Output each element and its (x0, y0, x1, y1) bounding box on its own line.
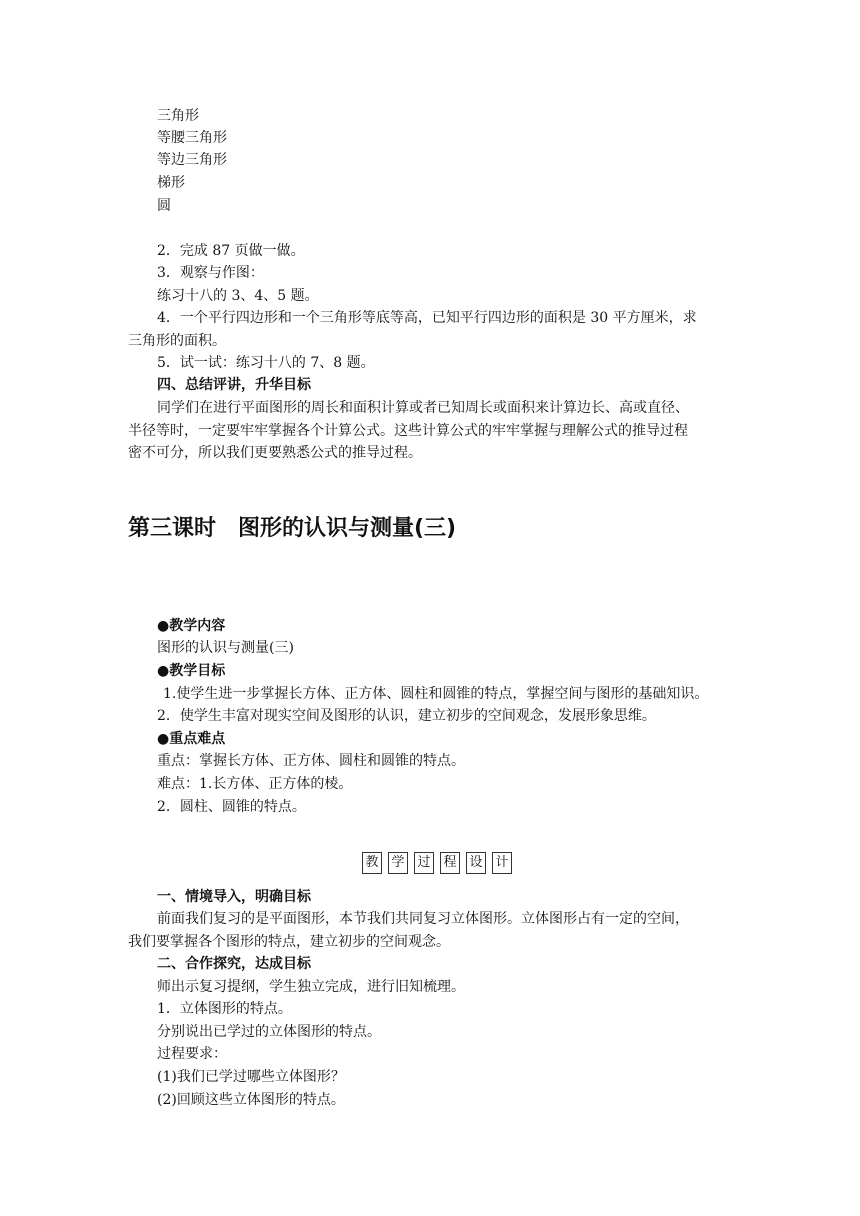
design-char: 学 (388, 852, 408, 874)
exercise-4-line1: 4．一个平行四边形和一个三角形等底等高，已知平行四边形的面积是 30 平方厘米，求 (157, 310, 697, 326)
part1-line1: 前面我们复习的是平面图形，本节我们共同复习立体图形。立体图形占有一定的空间， (157, 911, 689, 927)
exercise-4-line2: 三角形的面积。 (128, 333, 226, 349)
summary-heading: 四、总结评讲，升华目标 (157, 377, 311, 393)
summary-line3: 密不可分，所以我们更要熟悉公式的推导过程。 (128, 445, 422, 461)
part1-heading: 一、情境导入，明确目标 (157, 889, 311, 905)
exercise-3-detail: 练习十八的 3、4、5 题。 (157, 288, 319, 304)
key-points-heading: ●重点难点 (157, 731, 226, 747)
shape-trapezoid: 梯形 (157, 175, 185, 191)
part2-line2: 1．立体图形的特点。 (157, 1001, 292, 1017)
shape-circle: 圆 (157, 198, 171, 214)
key-points-difficulty-1: 难点：1.长方体、正方体的棱。 (157, 776, 353, 792)
part2-heading: 二、合作探究，达成目标 (157, 956, 311, 972)
teaching-content-heading: ●教学内容 (157, 618, 226, 634)
part2-line6: (2)回顾这些立体图形的特点。 (157, 1092, 345, 1108)
exercise-2: 2．完成 87 页做一做。 (157, 243, 305, 259)
process-design-label (362, 852, 512, 874)
part2-line3: 分别说出已学过的立体图形的特点。 (157, 1024, 381, 1040)
exercise-3: 3．观察与作图： (157, 265, 264, 281)
part2-line1: 师出示复习提纲，学生独立完成，进行旧知梳理。 (157, 979, 465, 995)
design-char: 教 (362, 852, 382, 874)
design-char: 设 (466, 852, 486, 874)
key-points-focus: 重点：掌握长方体、正方体、圆柱和圆锥的特点。 (157, 753, 465, 769)
part2-line4: 过程要求： (157, 1046, 227, 1062)
shape-triangle: 三角形 (157, 108, 199, 124)
lesson-title: 第三课时 图形的认识与测量(三) (128, 516, 457, 541)
design-char: 程 (440, 852, 460, 874)
teaching-goal-1: 1.使学生进一步掌握长方体、正方体、圆柱和圆锥的特点，掌握空间与图形的基础知识。 (163, 686, 709, 702)
shape-isosceles-triangle: 等腰三角形 (157, 130, 227, 146)
part2-line5: (1)我们已学过哪些立体图形？ (157, 1069, 345, 1085)
design-char: 计 (492, 852, 512, 874)
exercise-5: 5．试一试：练习十八的 7、8 题。 (157, 355, 375, 371)
teaching-goals-heading: ●教学目标 (157, 663, 226, 679)
design-char: 过 (414, 852, 434, 874)
summary-line1: 同学们在进行平面图形的周长和面积计算或者已知周长或面积来计算边长、高或直径、 (157, 400, 689, 416)
key-points-difficulty-2: 2．圆柱、圆锥的特点。 (157, 799, 306, 815)
summary-line2: 半径等时，一定要牢牢掌握各个计算公式。这些计算公式的牢牢掌握与理解公式的推导过程 (128, 423, 688, 439)
part1-line2: 我们要掌握各个图形的特点，建立初步的空间观念。 (128, 934, 450, 950)
teaching-goal-2: 2．使学生丰富对现实空间及图形的认识，建立初步的空间观念，发展形象思维。 (157, 708, 656, 724)
teaching-content-text: 图形的认识与测量(三) (157, 640, 294, 656)
shape-equilateral-triangle: 等边三角形 (157, 152, 227, 168)
